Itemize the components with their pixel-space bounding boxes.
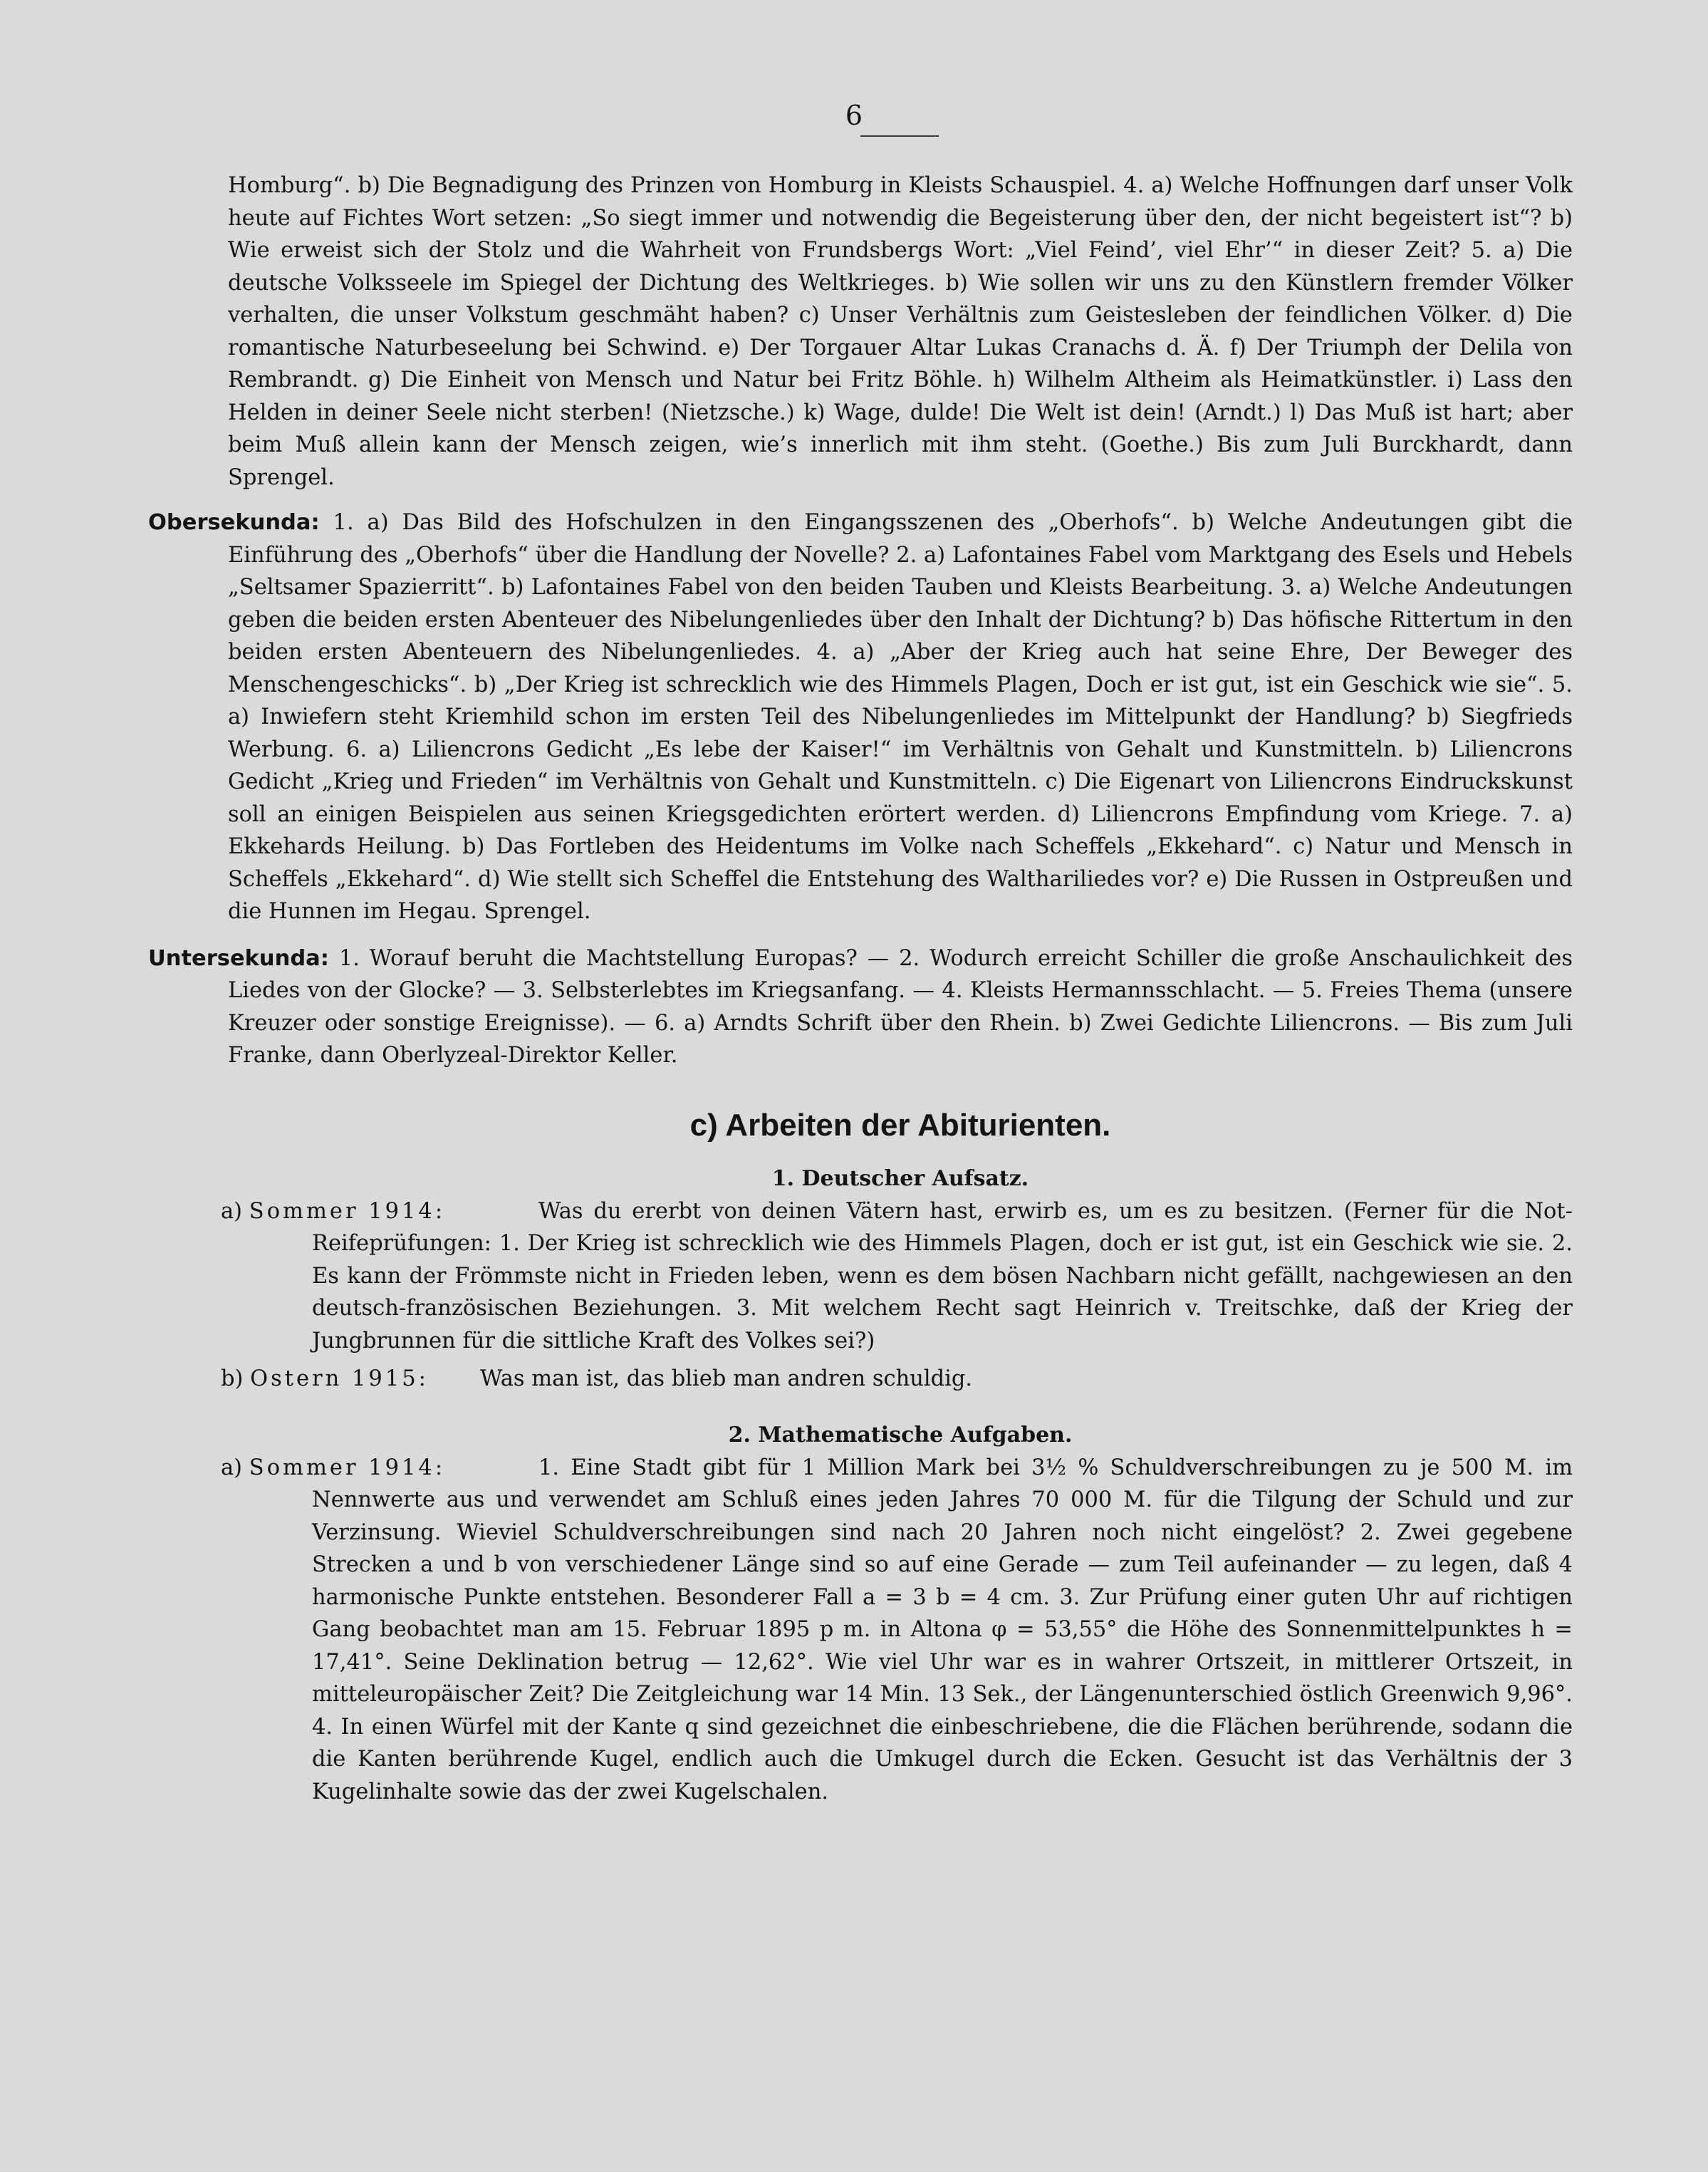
untersekunda-text: 1. Worauf beruht die Machtstellung Europas? — 2. Wodurch erreicht Schiller die große Anschaulichkeit des Liedes von der Glocke? — 3. Selbsterlebtes im Kriegsanfang. — 4. Kleists Hermannsschlacht. — 5. Freies Thema (unsere Kreuzer oder sonstige Ereignisse). — 6. a) Arndts Schrift über den Rhein. b) Zwei Gedichte Liliencrons. — Bis zum Juli Franke, dann Oberlyzeal-Direktor Keller. (228, 945, 1573, 1068)
obersekunda-paragraph (148, 506, 1573, 928)
obersekunda-label: Obersekunda: (148, 510, 320, 535)
aufsatz-entry-sommer (221, 1195, 1573, 1358)
aufsatz-entry-marker (221, 1195, 445, 1228)
prima-topics-continuation: Homburg“. b) Die Begnadigung des Prinzen von Homburg in Kleists Schauspiel. 4. a) Welche Hoffnungen darf unser Volk heute auf Fichtes Wort setzen: „So siegt immer und notwendig die Begeisterung über den, der nicht begeistert ist“? b) Wie erweist sich der Stolz und die Wahrheit von Frundsbergs Wort: „Viel Feind’, viel Ehr’“ in dieser Zeit? 5. a) Die deutsche Volksseele im Spiegel der Dichtung des Weltkrieges. b) Wie sollen wir uns zu den Künstlern fremder Völker verhalten, die unser Volkstum geschmäht haben? c) Unser Verhältnis zum Geistesleben der feindlichen Völker. d) Die romantische Naturbeseelung bei Schwind. e) Der Torgauer Altar Lukas Cranachs d. Ä. f) Der Triumph der Delila von Rembrandt. g) Die Einheit von Mensch und Natur bei Fritz Böhle. h) Wilhelm Altheim als Heimatkünstler. i) Lass den Helden in deiner Seele nicht sterben! (Nietzsche.) k) Wage, dulde! Die Welt ist dein! (Arndt.) l) Das Muß ist hart; aber beim Muß allein kann der Mensch zeigen, wie’s innerlich mit ihm steht. (Goethe.) Bis zum Juli Burckhardt, dann Sprengel. (228, 173, 1573, 490)
entry-text: 1. Eine Stadt gibt für 1 Million Mark bei 3½ % Schuldverschreibungen zu je 500 M. im Nennwerte aus und verwendet am Schluß eines jeden Jahres 70 000 M. für die Tilgung der Schuld und zur Verzinsung. Wieviel Schuldverschreibungen sind nach 20 Jahren noch nicht eingelöst? 2. Zwei gegebene Strecken a und b von verschiedener Länge sind so auf eine Gerade — zum Teil aufeinander — zu legen, daß 4 harmonische Punkte entstehen. Besonderer Fall a = 3 b = 4 cm. 3. Zur Prüfung einer guten Uhr auf richtigen Gang beobachtet man am 15. Februar 1895 p m. in Altona φ = 53,55° die Höhe des Sonnenmittelpunktes h = 17,41°. Seine Deklination betrug — 12,62°. Wie viel Uhr war es in wahrer Ortszeit, in mittlerer Ortszeit, in mitteleuropäischer Zeit? Die Zeitgleichung war 14 Min. 13 Sek., der Längenunterschied östlich Greenwich 9,96°. 4. In einen Würfel mit der Kante q sind gezeichnet die einbeschriebene, die die Flächen berührende, sodann die die Kanten berührende Kugel, endlich auch die Umkugel durch die Ecken. Gesucht ist das Verhältnis der 3 Kugelinhalte sowie das der zwei Kugelschalen. (312, 1455, 1573, 1804)
mathematik-heading: 2. Mathematische Aufgaben. (728, 1422, 1073, 1448)
untersekunda-label: Untersekunda: (148, 945, 329, 971)
page-content (148, 170, 1573, 1814)
aufsatz-entry-marker (221, 1363, 429, 1396)
mathematik-entry-sommer (221, 1452, 1573, 1809)
entry-term: Ostern 1915: (250, 1366, 429, 1391)
entry-letter: b) (221, 1366, 244, 1391)
section-c-heading: c) Arbeiten der Abiturienten. (689, 1107, 1111, 1143)
untersekunda-paragraph (148, 942, 1573, 1072)
entry-text: Was du ererbt von deinen Vätern hast, erwirb es, um es zu besitzen. (Ferner für die Not-Reifeprüfungen: 1. Der Krieg ist schrecklich wie des Himmels Plagen, doch er ist gut, ist ein Geschick wie sie. 2. Es kann der Frömmste nicht in Frieden leben, wenn es dem bösen Nachbarn nicht gefällt, nachgewiesen an den deutsch-französischen Beziehungen. 3. Mit welchem Recht sagt Heinrich v. Treitschke, daß der Krieg der Jungbrunnen für die sittliche Kraft des Volkes sei?) (312, 1198, 1573, 1353)
aufsatz-entry-ostern (221, 1363, 1573, 1396)
entry-letter: a) (221, 1198, 243, 1224)
entry-term: Sommer 1914: (249, 1198, 446, 1224)
entry-text: Was man ist, das blieb man andren schuldig. (480, 1366, 973, 1391)
page-number-rule (860, 135, 939, 137)
mathematik-entry-marker (221, 1452, 445, 1485)
entry-letter: a) (221, 1455, 243, 1480)
entry-term: Sommer 1914: (249, 1455, 446, 1480)
aufsatz-heading: 1. Deutscher Aufsatz. (771, 1165, 1029, 1191)
obersekunda-text: 1. a) Das Bild des Hofschulzen in den Eingangsszenen des „Oberhofs“. b) Welche Andeutungen gibt die Einführung des „Oberhofs“ über die Handlung der Novelle? 2. a) Lafontaines Fabel vom Marktgang des Esels und Hebels „Seltsamer Spazierritt“. b) Lafontaines Fabel von den beiden Tauben und Kleists Bearbeitung. 3. a) Welche Andeutungen geben die beiden ersten Abenteuer des Nibelungenliedes über den Inhalt der Dichtung? b) Das höfische Rittertum in den beiden ersten Abenteuern des Nibelungenliedes. 4. a) „Aber der Krieg auch hat seine Ehre, Der Beweger des Menschengeschicks“. b) „Der Krieg ist schrecklich wie des Himmels Plagen, Doch er ist gut, ist ein Geschick wie sie“. 5. a) Inwiefern steht Kriemhild schon im ersten Teil des Nibelungenliedes im Mittelpunkt der Handlung? b) Siegfrieds Werbung. 6. a) Liliencrons Gedicht „Es lebe der Kaiser!“ im Verhältnis von Gehalt und Kunstmitteln. b) Liliencrons Gedicht „Krieg und Frieden“ im Verhältnis von Gehalt und Kunstmitteln. c) Die Eigenart von Liliencrons Eindruckskunst soll an einigen Beispielen aus seinen Kriegsgedichten erörtert werden. d) Liliencrons Empfindung vom Kriege. 7. a) Ekkehards Heilung. b) Das Fortleben des Heidentums im Volke nach Scheffels „Ekkehard“. c) Natur und Mensch in Scheffels „Ekkehard“. d) Wie stellt sich Scheffel die Entstehung des Walthariliedes vor? e) Die Russen in Ostpreußen und die Hunnen im Hegau. Sprengel. (228, 510, 1573, 924)
page-number: 6 (845, 100, 863, 131)
